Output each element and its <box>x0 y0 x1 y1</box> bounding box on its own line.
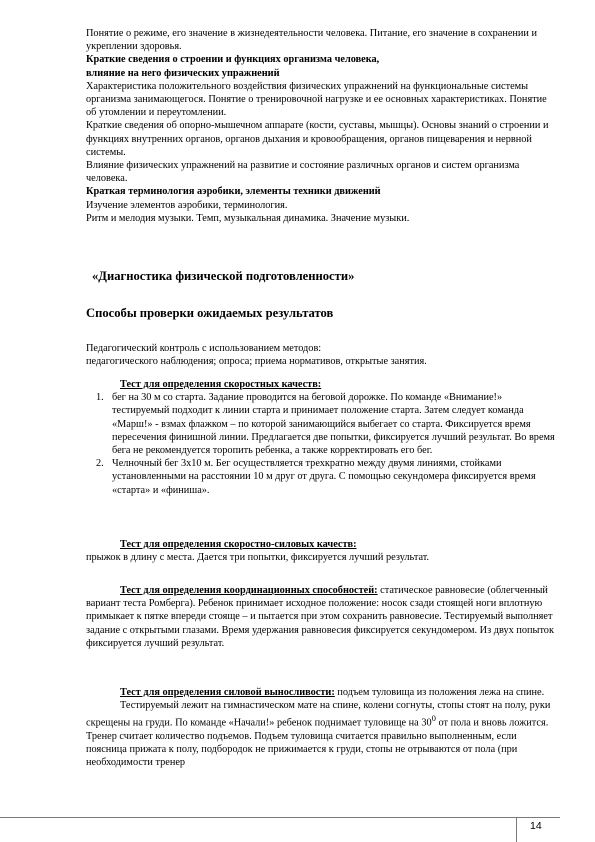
power-test-text: прыжок в длину с места. Дается три попытки, фиксируется лучший результат. <box>86 552 430 564</box>
list-item <box>86 391 556 457</box>
intro-heading: Краткая терминология аэробики, элементы техники движений <box>86 186 381 198</box>
control-line: педагогического наблюдения; опроса; приема нормативов, открытые занятия. <box>86 356 427 368</box>
speed-test-title: Тест для определения скоростных качеств: <box>120 379 322 390</box>
intro-paragraph: Понятие о режиме, его значение в жизнедеятельности человека. Питание, его значение в сохранении и укреплении здоровья. <box>86 28 538 53</box>
power-test-section <box>86 538 556 564</box>
power-test-title: Тест для определения скоростно-силовых качеств: <box>120 539 357 550</box>
degree-sup: 0 <box>431 713 436 724</box>
intro-section <box>86 27 556 225</box>
list-number: 1. <box>96 392 104 404</box>
list-item-text: Челночный бег 3x10 м. Бег осуществляется трехкратно между двумя линиями, стойками установленными на расстоянии 10 м друг от друга. С помощью секундомера фиксируется время «старта» и «финиша». <box>112 458 536 496</box>
control-methods <box>86 342 556 368</box>
endurance-test-title: Тест для определения силовой выносливости: <box>120 687 335 698</box>
endurance-test-text: подъем туловища из положения лежа на спине. <box>334 687 545 698</box>
intro-heading: влияние на него физических упражнений <box>86 67 280 79</box>
endurance-test-description: Тестируемый лежит на гимнастическом мате на спине, колени согнуты, стопы стоят на полу, руки скрещены на груди. По команде «Начали!» ребенок поднимает туловище на 30 <box>86 700 551 729</box>
section-subheading: Способы проверки ожидаемых результатов <box>86 306 334 320</box>
footer-divider <box>0 817 516 818</box>
coordination-test-title: Тест для определения координационных способностей: <box>120 585 378 596</box>
list-number: 2. <box>96 458 104 470</box>
coordination-test-section <box>86 584 556 650</box>
intro-paragraph: Краткие сведения об опорно-мышечном аппарате (кости, суставы, мышцы). Основы знаний о строении и функциях внутренних органов, органов дыхания и кровообращения, органов пищеварения и нервной системы. <box>86 120 549 158</box>
coordination-test-text: статическое равновесие (облегченный вариант теста Ромберга). Ребенок принимает исходное положение: носок сзади стоящей ноги вплотную примыкает к пятке впереди стояще – и пытается при этом сохранить равновесие. Тестируемый выполняет задание с открытыми глазами. Время удержания равновесия фиксируется секундомером. Из двух попыток фиксируется лучший результат. <box>86 585 554 649</box>
list-item <box>86 457 556 497</box>
intro-paragraph: Ритм и мелодия музыки. Темп, музыкальная динамика. Значение музыки. <box>86 212 410 224</box>
intro-heading: Краткие сведения о строении и функциях организма человека, <box>86 54 380 66</box>
section-heading: «Диагностика физической подготовленности» <box>92 269 355 283</box>
intro-paragraph: Влияние физических упражнений на развитие и состояние различных органов и систем организма человека. <box>86 160 520 185</box>
list-item-text: бег на 30 м со старта. Задание проводится на беговой дорожке. По команде «Внимание!» тестируемый подходит к линии старта и принимает положение старта. Затем следует команда «Марш!» - взмах флажком – по которой занимающийся выбегает со старта. Фиксируется время пересечения финишной линии. Предлагается две попытки, фиксируется лучший результат. Во время бега не рекомендуется торопить ребенка, а также корректировать его бег. <box>112 392 555 457</box>
page-number: 14 <box>530 820 542 832</box>
intro-paragraph: Характеристика положительного воздействия физических упражнений на функциональные системы организма занимающегося. Понятие о тренировочной нагрузке и ее основных характеристиках. Понятие об утомлении и переутомлении. <box>86 80 547 119</box>
endurance-test-description: от пола и вновь ложится. Тренер считает количество подъемов. Подъем туловища считается правильно выполненным, если поясница прижата к полу, подбородок не прижимается к груди, стопы не отрываются от пола (при необходимости тренер <box>86 717 549 769</box>
control-line: Педагогический контроль с использованием методов: <box>86 343 322 354</box>
speed-test-section <box>86 378 556 497</box>
endurance-test-section <box>86 686 556 770</box>
intro-paragraph: Изучение элементов аэробики, терминология. <box>86 199 288 211</box>
speed-test-list <box>86 391 556 497</box>
